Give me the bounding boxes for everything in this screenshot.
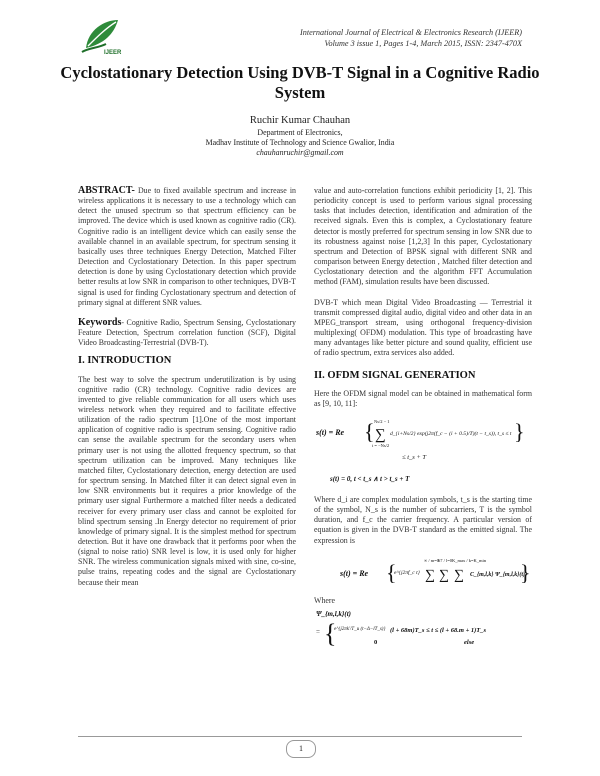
author-name: Ruchir Kumar Chauhan xyxy=(249,115,351,126)
eq2-sum2-label: 67 / l=0 xyxy=(438,557,453,563)
author-block xyxy=(100,114,500,158)
equation-3 xyxy=(314,608,532,652)
eq1-lhs: s(t) = Re xyxy=(316,427,345,437)
eq2-brace: { xyxy=(386,559,397,585)
footer-rule xyxy=(78,736,522,737)
paper-title: Cyclostationary Detection Using DVB-T Signal in a Cognitive Radio System xyxy=(60,63,540,102)
where-label: Where xyxy=(314,595,336,605)
eq3-lhs: Ψ_{m,l,k}(t) xyxy=(316,609,351,618)
eq2-exp: e^{j2πf_c t} xyxy=(394,569,420,576)
left-column xyxy=(78,186,296,594)
journal-name: International Journal of Electrical & Electronics Research (IJEER) xyxy=(300,28,522,37)
page-number: 1 xyxy=(286,740,316,758)
eq3-zero: 0 xyxy=(374,638,378,646)
ofdm-heading: II. OFDM SIGNAL GENERATION xyxy=(314,369,476,381)
eq1-condition: s(t) = 0, t < t_s ∧ t > t_s + T xyxy=(330,474,410,483)
eq3-brace: { xyxy=(324,618,337,648)
right-paragraph-1: value and auto-correlation functions exhibit periodicity [1, 2]. This periodicity concept is used to perform various signal processing tasks that includes detection, identification and admiration of the received signals. Even this is complex, a Cyclostationary feature detector is mostly preferred for spectrum sensing in low SNR due to its robustness against noise [1,2,3] In this paper, Cyclostationary spectrum and Detection of BPSK signal with different SNR and comparison between Energy detection , Matched filter detection and Cyclostationary detection and the algorithm FFT Accumulation method (FAM), simulation results have been discussed. xyxy=(314,186,532,287)
eq2-sum1-label: ∞ / m=0 xyxy=(424,557,439,563)
author-institute: Madhav Institute of Technology and Science Gwalior, India xyxy=(205,138,395,147)
equation-1 xyxy=(314,415,532,491)
eq1-brace-close: } xyxy=(514,418,525,444)
right-column xyxy=(314,186,532,656)
eq2-sum3-label: K_max / k=K_min xyxy=(452,557,487,563)
eq2-sigma-2: ∑ xyxy=(439,567,449,583)
eq3-case2: else xyxy=(464,638,475,646)
eq2-term: C_{m,l,k} Ψ_{m,l,k}(t) xyxy=(470,571,525,578)
ofdm-intro: Here the OFDM signal model can be obtained in mathematical form as [9, 10, 11]: xyxy=(314,388,532,408)
ofdm-where-text: Where d_i are complex modulation symbols, t_s is the starting time of the symbol, N_s is the number of subcarriers, T is the symbol duration, and f_c the carrier frequency. A particular version of equation is given in the DVB-T standard as the emitted signal. The expression is xyxy=(314,494,532,545)
eq1-brace: { xyxy=(364,418,375,444)
author-department: Department of Electronics, xyxy=(257,128,343,137)
equation-2 xyxy=(314,552,532,592)
eq2-lhs: s(t) = Re xyxy=(340,568,369,578)
eq1-continuation: ≤ t_s + T xyxy=(402,453,427,461)
right-paragraph-2: DVB-T which mean Digital Video Broadcasting — Terrestrial it transmit compressed digital audio, digital video and other data in an MPEG_transport stream, using orthogonal frequency-division multiplexing( OFDM) modulation. This type of broadcasting have many advantages like better picture and sound quality, efficient use of radio spectrum, extra services also added. xyxy=(314,297,532,358)
eq3-equals: = xyxy=(316,627,320,636)
eq2-brace-close: } xyxy=(520,559,531,585)
keywords xyxy=(78,318,296,348)
eq2-sigma-1: ∑ xyxy=(425,567,435,583)
eq3-exp: e^{j2πk′/T_u (t−Δ−lT_s)} xyxy=(334,626,386,632)
intro-heading: I. INTRODUCTION xyxy=(78,355,172,367)
keywords-text: - Cognitive Radio, Spectrum Sensing, Cyclostationary Feature Detection, Spectrum correlation function (SCF), Digital Video Broadcasting-Terrestrial (DVB-T). xyxy=(78,317,296,348)
intro-text: The best way to solve the spectrum underutilization is by using cognitive radio (CR) technology. Cognitive radio devices are invented to give reliable communication for all users which uses wireless network when they required and to facilitate effective utilization of the radio spectrum [1].One of the most important application of cognitive radio is spectrum sensing. Cognitive radio can sense the available spectrum for the secondary users when primary user is not using the allotted frequency spectrum, so that spectrum utilization can be improved. Many techniques like matched filter, Cyclostationary detection, energy detection are used for spectrum sensing. In Matched filter it can detect signal even in low SNR environments but it requires a prior knowledge of the primary user signal Furthermore a matched filter needs a dedicated receiver for every primary user class and cannot be exploited for blind spectrum sensing .In Energy detector no requirement of prior knowledge of primary signal. It is the simplest method for spectrum detection. But it have one drawback that it performs poor when the (signal to noise ratio) SNR level is low, it is used only for higher SNR. The wireless communication signals mixed with sine, co-sine, pulse trains, repeating codes and the signal are Cyclostationary because their mean xyxy=(78,374,296,587)
journal-header xyxy=(222,28,522,49)
abstract-heading: ABSTRACT- xyxy=(78,185,135,196)
abstract-text: Due to fixed available spectrum and increase in wireless applications it is necessary to use a technology which can detect the unused spectrum so that spectrum efficiency can be improved. The device which is used known as cognitive radio (CR). Cognitive radio is an intelligent device which can easily sense the available channel in an available spectrum, for spectrum sensing it basically uses three techniques Energy Detection, Matched Filter Detection and Cyclostationary Detection. In this paper spectrum detection is done by using Cyclostationary detection which provide better results at low SNR in comparison to other techniques, DVB-T signal is used for finding Cyclostationary spectrum and detection of primary signal at different SNR values. xyxy=(78,186,296,307)
eq1-body: d_{i+Ns/2} exp(j2π(f_c − (i + 0.5)/T)(t − t_s)), t_s ≤ t xyxy=(390,430,512,437)
eq3-case1: (l + 68m)T_s ≤ t ≤ (l + 68.m + 1)T_s xyxy=(390,626,487,634)
eq1-sum-bot: i = −Ns/2 xyxy=(372,442,390,448)
logo-label: IJEER xyxy=(104,50,122,56)
abstract xyxy=(78,186,296,308)
eq1-sum-top: Ns/2 − 1 xyxy=(374,418,390,424)
keywords-heading: Keywords xyxy=(78,316,122,328)
eq1-sigma: ∑ xyxy=(375,426,386,443)
journal-logo xyxy=(78,14,122,58)
eq2-sigma-3: ∑ xyxy=(454,567,464,583)
journal-volume: Volume 3 issue 1, Pages 1-4, March 2015, ISSN: 2347-470X xyxy=(324,38,522,48)
author-email[interactable]: chauhanruchir@gmail.com xyxy=(256,148,344,157)
